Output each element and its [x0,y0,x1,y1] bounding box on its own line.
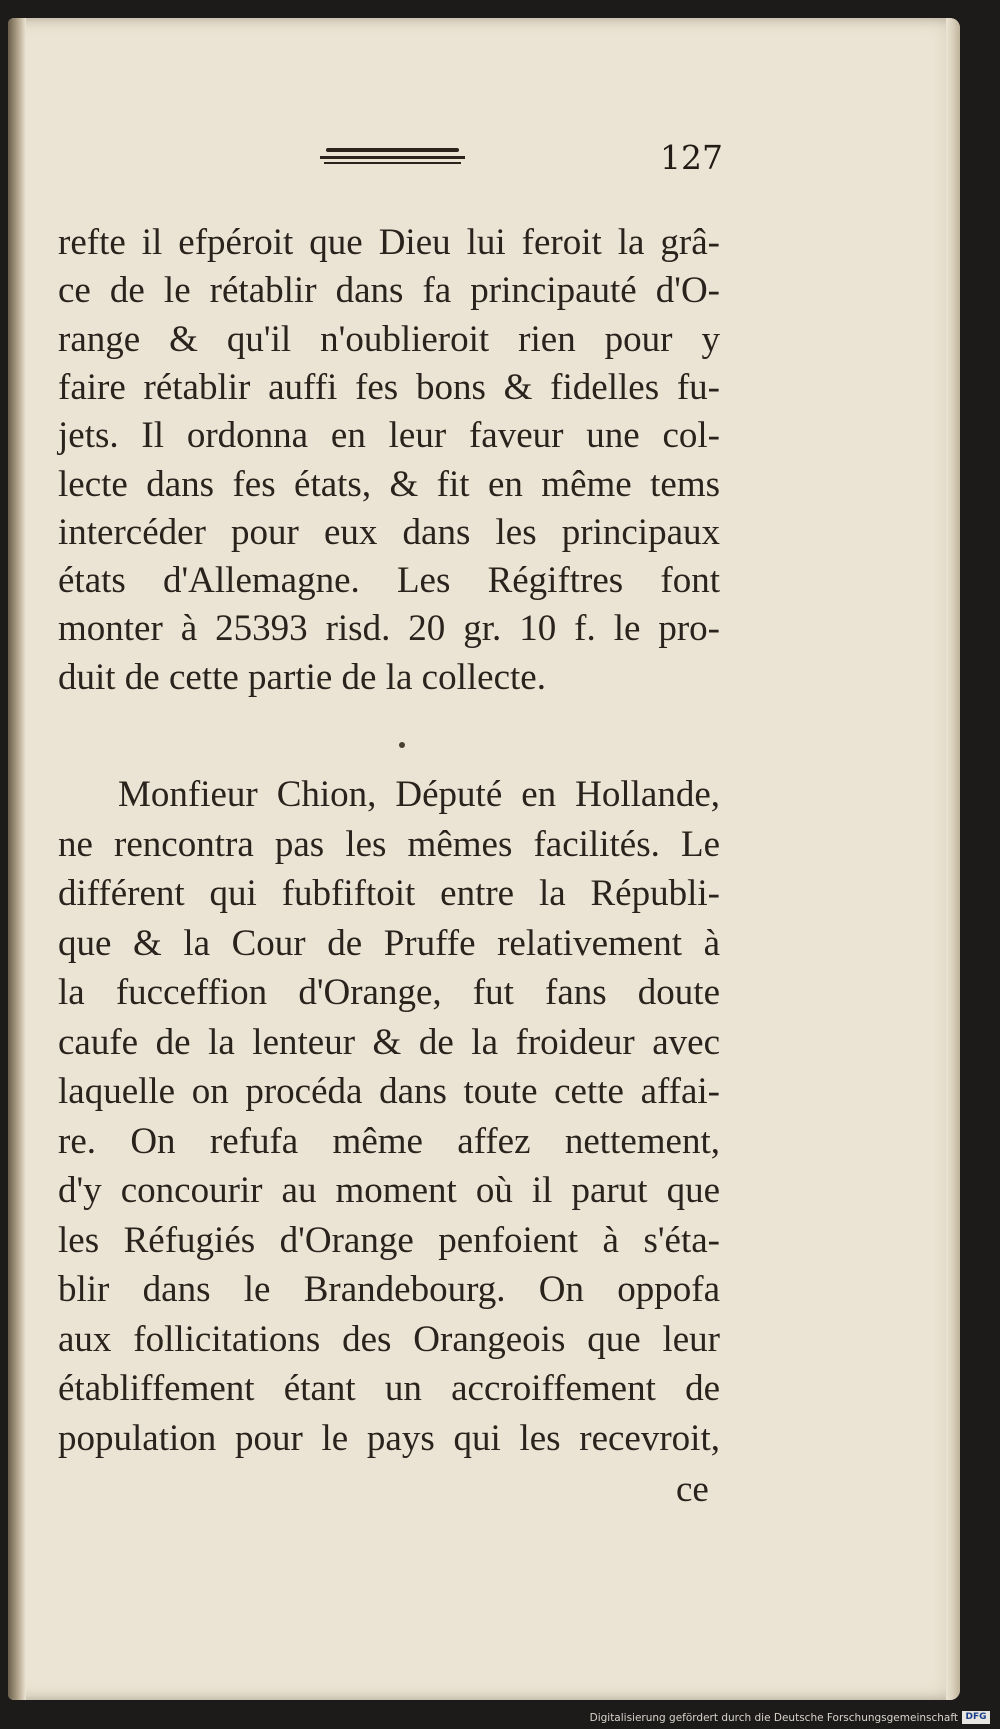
ink-dot [399,742,405,748]
catchword: ce [676,1469,709,1510]
text-line: monter à 25393 risd. 20 gr. 10 f. le pro- [58,608,720,650]
text-line: aux follicitations des Orangeois que leur [58,1318,720,1360]
text-line: la fucceffion d'Orange, fut fans doute [58,972,720,1013]
text-line: duit de cette partie de la collecte. [58,656,546,698]
text-line: re. On refufa même affez nettement, [58,1120,720,1162]
text-line: d'y concourir au moment où il parut que [58,1170,720,1211]
text-line: les Réfugiés d'Orange penfoient à s'éta- [58,1219,720,1261]
text-line: ne rencontra pas les mêmes facilités. Le [58,823,720,865]
dfg-logo: DFG [962,1711,990,1724]
text-line: différent qui fubfiftoit entre la Républi- [58,873,720,914]
text-line: faire rétablir auffi fes bons & fidelles fu- [58,366,720,408]
text-line: lecte dans fes états, & fit en même tems [58,463,720,505]
text-line: blir dans le Brandebourg. On oppofa [58,1269,720,1310]
digitization-credit: Digitalisierung gefördert durch die Deutsche Forschungsgemeinschaft [589,1712,958,1724]
text-line: intercéder pour eux dans les principaux [58,511,720,553]
text-line: Monfieur Chion, Député en Hollande, [118,774,720,815]
page-gutter [8,18,26,1700]
text-line: caufe de la lenteur & de la froideur avec [58,1021,720,1063]
text-line: population pour le pays qui les recevroit, [58,1417,720,1459]
text-line: jets. Il ordonna en leur faveur une col- [58,415,720,457]
text-line: établiffement étant un accroiffement de [58,1368,720,1409]
page-number: 127 [660,138,723,177]
page-edge [946,18,960,1700]
text-line: range & qu'il n'oublieroit rien pour y [58,318,720,360]
header-ornament-rule [320,148,465,164]
text-line: que & la Cour de Pruffe relativement à [58,922,720,964]
text-line: états d'Allemagne. Les Régiftres font [58,560,720,602]
text-line: ce de le rétablir dans fa principauté d'O- [58,270,720,312]
text-line: laquelle on procéda dans toute cette affai- [58,1071,720,1112]
text-line: refte il efpéroit que Dieu lui feroit la grâ- [58,222,720,263]
